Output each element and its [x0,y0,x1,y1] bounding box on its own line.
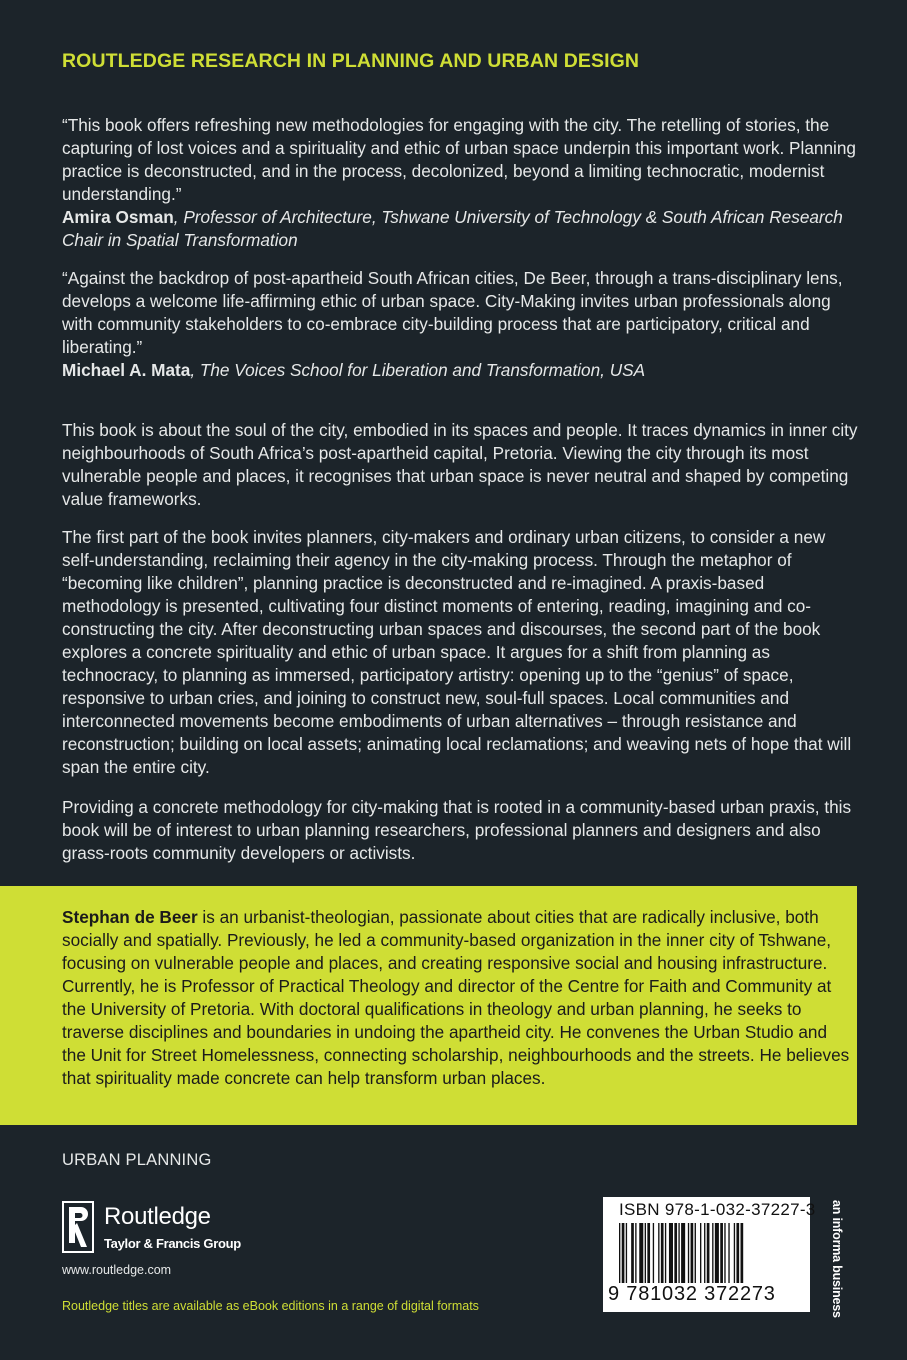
author-bio [62,906,852,1090]
description-paragraph-3: Providing a concrete methodology for city-making that is rooted in a community-based urban praxis, this book will be of interest to urban planning researchers, professional planners and designers and also grass-roots community developers or activists. [62,797,852,863]
author-bio-text: is an urbanist-theologian, passionate about cities that are radically inclusive, both socially and spatially. Previously, he led a community-based organization in the inner city of Tshwane, focusing on vulnerable people and places, and creating responsive social and housing infrastructure. Currently, he is Professor of Practical Theology and director of the Centre for Faith and Community at the University of Pretoria. With doctoral qualifications in theology and urban planning, he seeks to traverse disciplines and boundaries in undoing the apartheid city. He convenes the Urban Studio and the Unit for Street Homelessness, connecting scholarship, neighbourhoods and the streets. He believes that spirituality made concrete can help transform urban places. [62,907,850,1088]
ean-digits: 9 781032 372273 [608,1283,806,1306]
publisher-name: Routledge [104,1203,211,1230]
description-paragraph-2: The first part of the book invites planners, city-makers and ordinary urban citizens, to consider a new self-understanding, reclaiming their agency in the city-making process. Through the metaphor of “becoming like children”, planning practice is deconstructed and re-imagined. A praxis-based methodology is presented, cultivating four distinct moments of entering, reading, imagining and co-constructing the city. After deconstructing urban spaces and discourses, the second part of the book explores a concrete spirituality and ethic of urban space. It argues for a shift from planning as technocracy, to planning as immersed, participatory artistry: opening up to the “genius” of space, responsive to urban cries, and joining to construct new, soul-full spaces. Local communities and interconnected movements become embodiments of urban alternatives – through resistance and reconstruction; building on local assets; animating local reclamations; and weaving nets of hope that will span the entire city. [62,527,852,777]
endorsement-quote: “This book offers refreshing new methodologies for engaging with the city. The retelling of stories, the capturing of lost voices and a spirituality and ethic of urban space underpin this important work. Planning practice is deconstructed, and in the process, decolonized, beyond a limiting technocratic, modernist understanding.” [62,115,856,204]
endorsement-1 [62,114,862,252]
description-paragraph-1: This book is about the soul of the city, embodied in its spaces and people. It traces dynamics in inner city neighbourhoods of South Africa’s post-apartheid capital, Pretoria. Viewing the city through its most vulnerable people and places, it recognises that urban space is never neutral and shaped by competing value frameworks. [62,420,858,509]
publisher-logo [62,1197,262,1257]
endorsement-2 [62,267,862,382]
barcode-icon [619,1223,797,1289]
endorsement-quote: “Against the backdrop of post-apartheid South African cities, De Beer, through a trans-disciplinary lens, develops a welcome life-affirming ethic of urban space. City-Making invites urban professionals along with community stakeholders to co-embrace city-building process that are participatory, critical and liberating.” [62,268,843,357]
endorser-name: Michael A. Mata [62,360,191,380]
author-bio-panel [0,886,857,1125]
routledge-logo-icon [62,1201,94,1253]
publisher-group: Taylor & Francis Group [104,1236,241,1251]
endorsement-attribution [62,359,862,382]
author-name: Stephan de Beer [62,907,198,927]
informa-label: an informa business [830,1200,844,1318]
endorser-affiliation: , The Voices School for Liberation and Transformation, USA [190,360,646,380]
ebook-note: Routledge titles are available as eBook editions in a range of digital formats [62,1299,479,1313]
series-title: ROUTLEDGE RESEARCH IN PLANNING AND URBAN DESIGN [62,50,640,72]
barcode-panel [603,1197,816,1312]
endorser-affiliation: , Professor of Architecture, Tshwane University of Technology & South African Research Chair in Spatial Transformation [62,207,843,250]
subject-category: URBAN PLANNING [62,1151,212,1169]
isbn-label: ISBN 978-1-032-37227-3 [619,1200,816,1219]
endorsement-attribution [62,206,862,252]
publisher-url[interactable]: www.routledge.com [62,1263,172,1277]
endorser-name: Amira Osman [62,207,174,227]
